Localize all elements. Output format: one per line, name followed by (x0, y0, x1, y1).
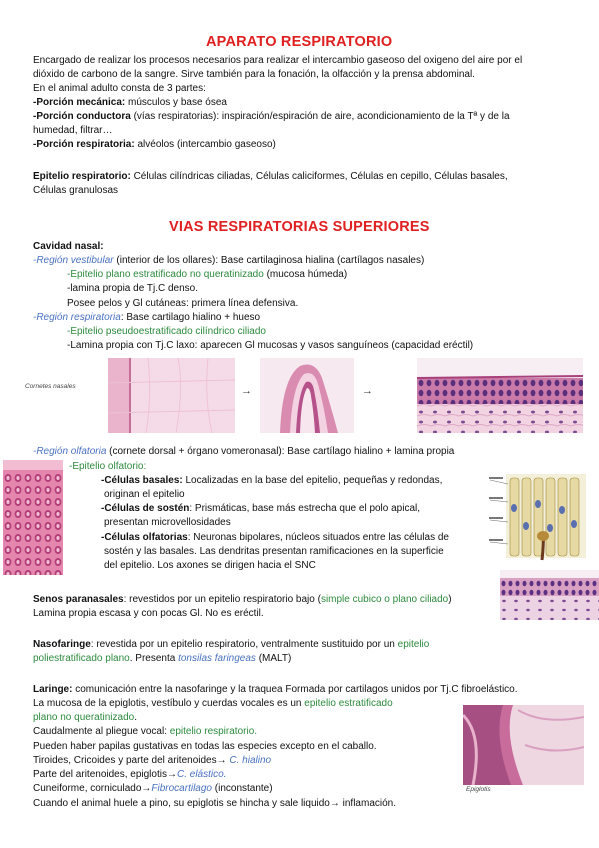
section-title-vias: VIAS RESPIRATORIAS SUPERIORES (169, 219, 430, 235)
histology-image-cornete-1 (108, 358, 235, 433)
laringe-l4-green: epitelio respiratorio. (169, 726, 258, 737)
laringe-label: Laringe: (33, 684, 73, 695)
region-respiratoria (33, 311, 260, 324)
epitelio-respiratorio-line-2: Células granulosas (33, 185, 119, 196)
epiglotis-caption: Epiglotis (466, 786, 491, 793)
region-vestibular-text: (interior de los ollares): Base cartilaginosa hialina (cartílagos nasales) (113, 255, 425, 266)
laringe-l8: Cuneiforme, corniculado→ (33, 783, 152, 794)
respiratoria-epitelio: -Epitelio pseudoestratificado cilíndrico ciliado (67, 326, 266, 337)
nasofaringe-text-2: . Presenta (129, 653, 179, 664)
laringe-l2-green: epitelio estratificado (304, 698, 393, 709)
nasofaringe-label: Nasofaringe (33, 639, 91, 650)
nasofaringe-text: : revestida por un epitelio respiratorio, ventralmente sustituido por un (90, 639, 398, 650)
epitelio-respiratorio-label: Epitelio respiratorio: (33, 171, 131, 182)
laringe-l6: Tiroides, Cricoides y parte del aritenoides→ (33, 755, 230, 766)
olfactory-schematic-diagram (488, 470, 589, 562)
laringe-line-7 (33, 768, 226, 781)
portion-conductora-label: -Porción conductora (33, 111, 131, 122)
celulas-basales-text: Localizadas en la base del epitelio, pequeñas y redondas, (182, 475, 443, 486)
cornetes-caption: Cornetes nasales (25, 383, 76, 390)
nasofaringe-green-2: poliestratificado plano (33, 653, 130, 664)
region-olfatoria-label: -Región olfatoria (33, 446, 107, 457)
arrow-1: → (241, 385, 252, 397)
celulas-sosten (101, 502, 420, 515)
nasofaringe-line-2 (33, 652, 291, 665)
senos-line-2: Lamina propia escasa y con pocas Gl. No es eréctil. (33, 608, 264, 619)
histology-epiglotis-svg (463, 705, 584, 785)
laringe-l8-blue: Fibrocartilago (151, 783, 212, 794)
respiratoria-lamina: -Lamina propia con Tj.C laxo: aparecen Gl mucosas y vasos sanguíneos (capacidad eréctil) (67, 340, 474, 351)
vestibular-pelos: Posee pelos y Gl cutáneas: primera línea defensiva. (67, 298, 299, 309)
celulas-olfatorias-line-3: del epitelio. Los axones se dirigen hacia el SNC (104, 560, 316, 571)
histology-image-cornete-2 (260, 358, 354, 433)
celulas-olfatorias (101, 531, 449, 544)
portion-mecanica (33, 96, 227, 109)
olfactory-schematic-svg (488, 470, 589, 562)
portion-mecanica-text: músculos y base ósea (125, 97, 227, 108)
laringe-line-2 (33, 697, 393, 710)
senos-green: simple cubico o plano ciliado (320, 594, 449, 605)
vestibular-epitelio-label: -Epitelio plano estratificado no queratinizado (67, 269, 264, 280)
laringe-l2: La mucosa de la epiglotis, vestíbulo y cuerdas vocales es un (33, 698, 305, 709)
arrow-2: → (362, 385, 373, 397)
laringe-l7-blue: C. elástico. (176, 769, 227, 780)
histology-senos-svg (500, 570, 599, 620)
celulas-sosten-text: : Prismáticas, base más estrecha que el polo apical, (189, 503, 421, 514)
histology-olfatorio-1-svg (3, 460, 63, 575)
portion-respiratoria-label: -Porción respiratoria: (33, 139, 135, 150)
laringe-l4: Caudalmente al pliegue vocal: (33, 726, 170, 737)
region-olfatoria (33, 445, 454, 458)
region-respiratoria-label: -Región respiratoria (33, 312, 121, 323)
intro-line-3: En el animal adulto consta de 3 partes: (33, 83, 206, 94)
histology-cornete-3-svg (417, 358, 583, 433)
portion-conductora-text: (vías respiratorias): inspiración/espiración de aire, acondicionamiento de la Tª y de la (130, 111, 510, 122)
histology-image-olfatorio-1 (3, 460, 63, 575)
celulas-sosten-label: -Células de sostén (101, 503, 190, 514)
nasofaringe-tonsilas: tonsilas faringeas (178, 653, 256, 664)
portion-respiratoria-text: alvéolos (intercambio gaseoso) (134, 139, 276, 150)
laringe-l8-end: (inconstante) (211, 783, 273, 794)
histology-image-cornete-3 (417, 358, 583, 433)
laringe-l7: Parte del aritenoides, epiglotis→ (33, 769, 177, 780)
nasofaringe-end: (MALT) (255, 653, 292, 664)
celulas-basales-label: -Células basales: (101, 475, 183, 486)
region-respiratoria-text: : Base cartilago hialino + hueso (120, 312, 261, 323)
senos-label: Senos paranasales (33, 594, 124, 605)
senos-paranasales (33, 593, 452, 606)
vestibular-lamina: -lamina propia de Tj.C denso. (67, 283, 198, 294)
main-title: APARATO RESPIRATORIO (206, 34, 393, 50)
celulas-olfatorias-label: -Células olfatorias (101, 532, 188, 543)
nasofaringe-green-1: epitelio (397, 639, 430, 650)
region-vestibular-label: -Región vestibular (33, 255, 114, 266)
laringe-line-3 (33, 711, 137, 724)
portion-mecanica-label: -Porción mecánica: (33, 97, 126, 108)
intro-line-2: dióxido de carbono de la sangre. Sirve también para la fonación, la olfacción y la prensa abdominal. (33, 69, 475, 80)
epitelio-respiratorio-text: Células cilíndricas ciliadas, Células caliciformes, Células en cepillo, Células basales, (130, 171, 508, 182)
laringe-line-5: Pueden haber papilas gustativas en todas las especies excepto en el caballo. (33, 741, 377, 752)
cavidad-nasal-heading: Cavidad nasal: (33, 241, 104, 252)
region-olfatoria-text: (cornete dorsal + órgano vomeronasal): Base cartílago hialino + lamina propia (106, 446, 455, 457)
histology-cornete-1-svg (108, 358, 235, 433)
portion-conductora (33, 110, 510, 123)
celulas-olfatorias-text: : Neuronas bipolares, núcleos situados entre las células de (187, 532, 449, 543)
vestibular-epitelio-text: (mucosa húmeda) (263, 269, 348, 280)
senos-end: ) (448, 594, 452, 605)
olfatorio-epitelio: -Epitelio olfatorio: (69, 461, 147, 472)
celulas-olfatorias-line-2: sostén y las basales. Las dendritas presentan ramificaciones en la superficie (104, 546, 444, 557)
portion-respiratoria (33, 138, 276, 151)
laringe (33, 683, 518, 696)
nasofaringe (33, 638, 429, 651)
laringe-line-9: Cuando el animal huele a pino, su epiglotis se hincha y sale liquido→ inflamación. (33, 798, 396, 809)
senos-text: : revestidos por un epitelio respiratorio bajo ( (123, 594, 321, 605)
vestibular-epitelio (67, 268, 347, 281)
region-vestibular (33, 254, 424, 267)
intro-line-1: Encargado de realizar los procesos necesarios para realizar el intercambio gaseoso del oxigeno del aire por el (33, 55, 523, 66)
histology-image-senos (500, 570, 599, 620)
laringe-line-6 (33, 754, 271, 767)
epitelio-respiratorio (33, 170, 508, 183)
histology-image-epiglotis (463, 705, 584, 785)
laringe-l3: . (134, 712, 137, 723)
portion-conductora-line-2: humedad, filtrar… (33, 125, 113, 136)
histology-cornete-2-svg (260, 358, 354, 433)
laringe-text: comunicación entre la nasofaringe y la traquea Formada por cartilagos unidos por Tj.C fibroelástico. (72, 684, 518, 695)
laringe-line-4 (33, 725, 257, 738)
laringe-l3-green: plano no queratinizado (33, 712, 135, 723)
laringe-l6-blue: C. hialino (229, 755, 272, 766)
celulas-sosten-line-2: presentan microvellosidades (104, 517, 231, 528)
celulas-basales-line-2: originan el epitelio (104, 489, 185, 500)
laringe-line-8 (33, 782, 273, 795)
celulas-basales (101, 474, 442, 487)
